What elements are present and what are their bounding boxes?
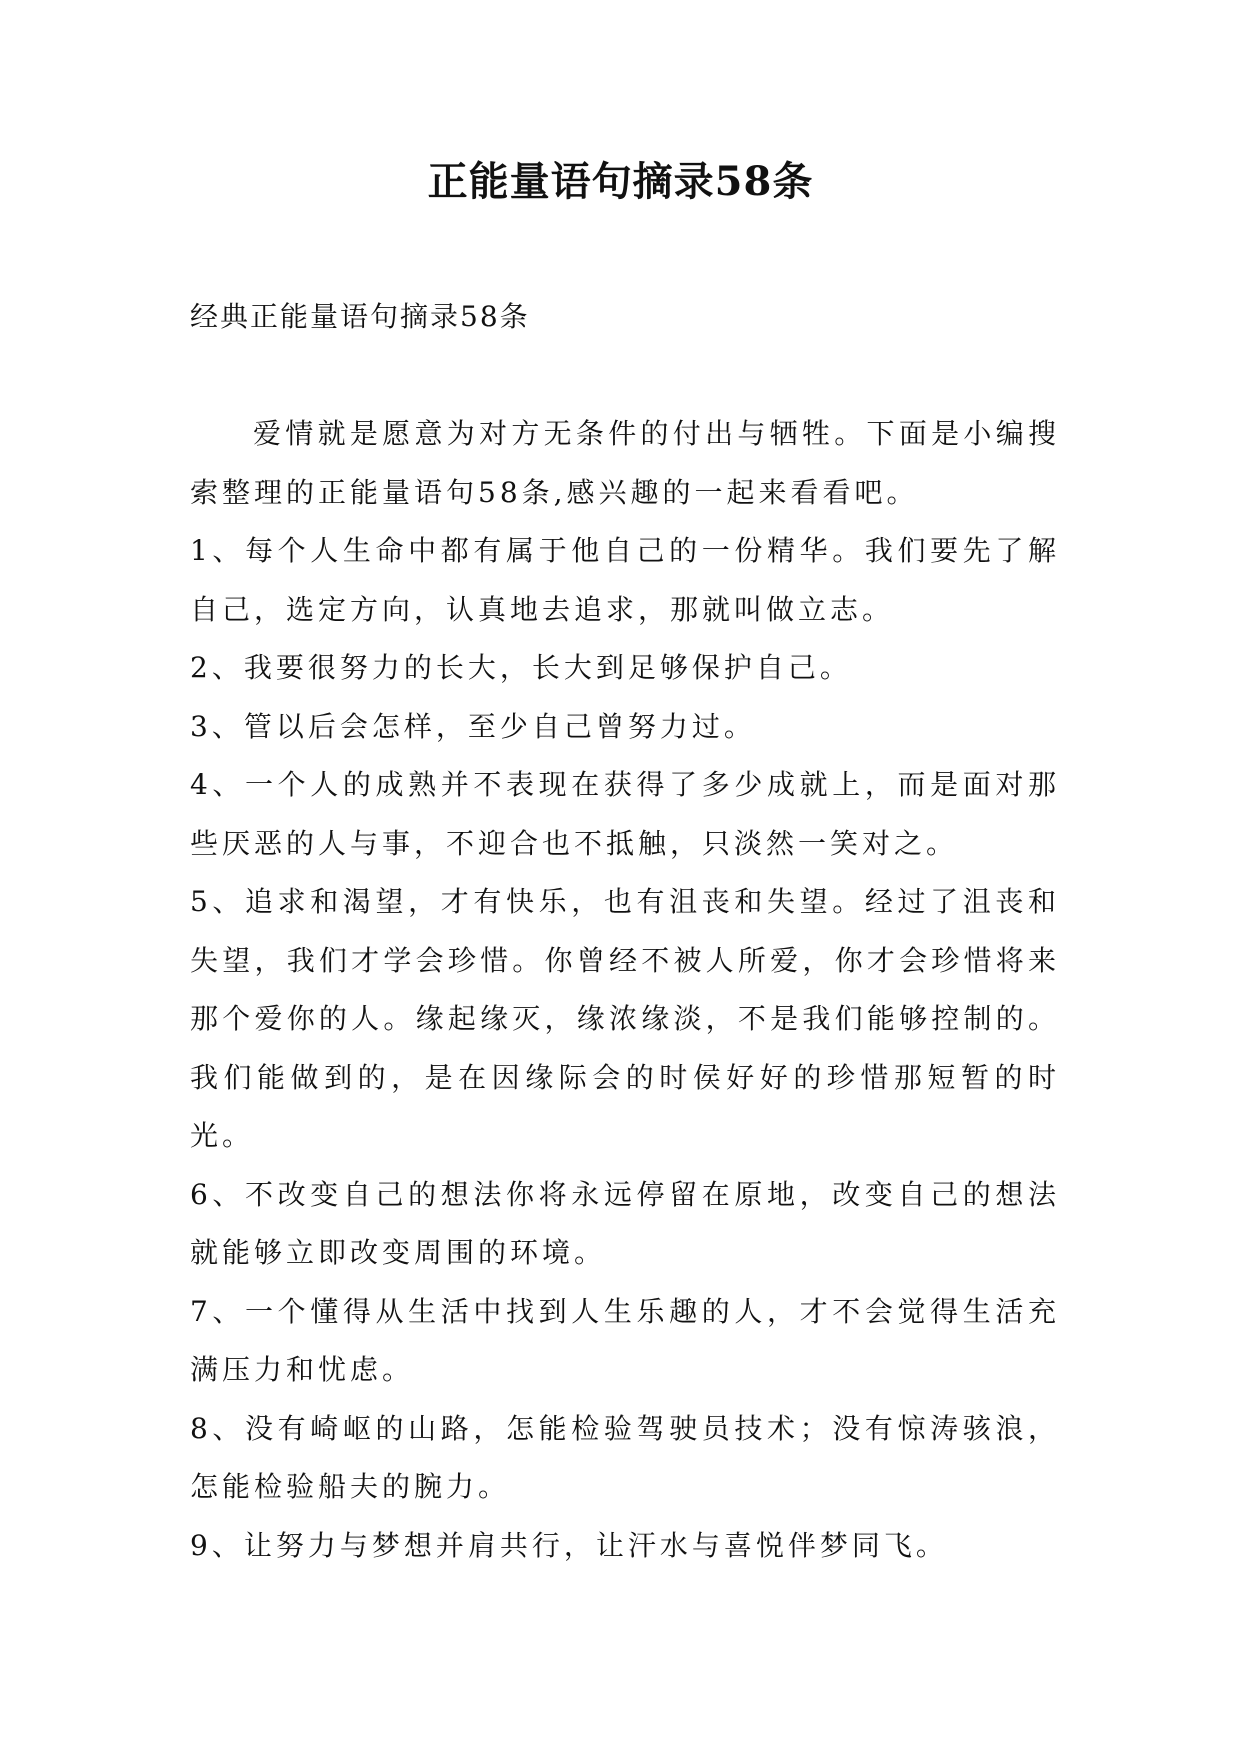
quote-item: 4、一个人的成熟并不表现在获得了多少成就上，而是面对那些厌恶的人与事，不迎合也不抵触，只淡然一笑对之。 <box>190 768 1060 860</box>
document-title: 正能量语句摘录58条 <box>427 158 814 205</box>
quote-item: 8、没有崎岖的山路，怎能检验驾驶员技术；没有惊涛骇浪，怎能检验船夫的腕力。 <box>190 1411 1060 1503</box>
quote-item: 9、让努力与梦想并肩共行，让汗水与喜悦伴梦同飞。 <box>190 1528 948 1562</box>
quote-item: 6、不改变自己的想法你将永远停留在原地，改变自己的想法就能够立即改变周围的环境。 <box>190 1177 1060 1269</box>
quote-item: 5、追求和渴望，才有快乐，也有沮丧和失望。经过了沮丧和失望，我们才学会珍惜。你曾经不被人所爱，你才会珍惜将来那个爱你的人。缘起缘灭，缘浓缘淡，不是我们能够控制的。我们能做到的，是在因缘际会的时侯好好的珍惜那短暂的时光。 <box>190 885 1060 1152</box>
document-subtitle: 经典正能量语句摘录58条 <box>190 300 530 333</box>
quote-item: 7、一个懂得从生活中找到人生乐趣的人，才不会觉得生活充满压力和忧虑。 <box>190 1294 1060 1386</box>
intro-paragraph: 爱情就是愿意为对方无条件的付出与牺牲。下面是小编搜索整理的正能量语句58条,感兴趣的一起来看看吧。 <box>190 417 1060 509</box>
quote-item: 1、每个人生命中都有属于他自己的一份精华。我们要先了解自己，选定方向，认真地去追求，那就叫做立志。 <box>190 534 1060 626</box>
quote-item: 3、管以后会怎样，至少自己曾努力过。 <box>190 709 756 743</box>
quote-item: 2、我要很努力的长大，长大到足够保护自己。 <box>190 651 852 684</box>
document-body <box>190 405 1060 1575</box>
